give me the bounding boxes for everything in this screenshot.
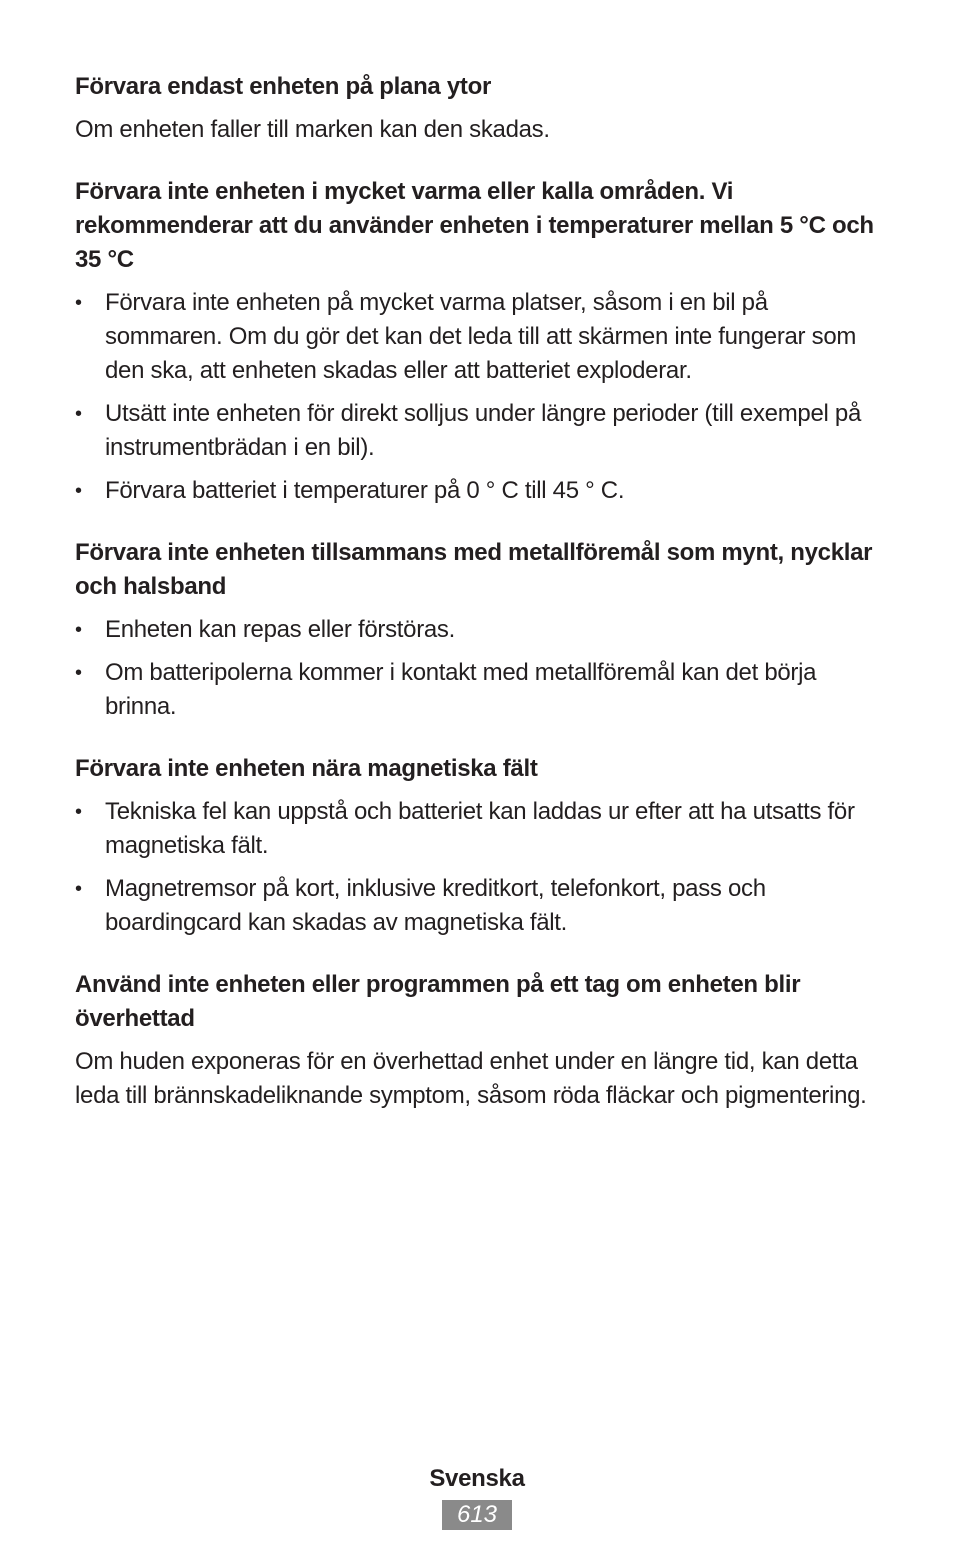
section-magnetic-fields xyxy=(75,752,875,940)
list-item-text: Förvara inte enheten på mycket varma platser, såsom i en bil på sommaren. Om du gör det kan det leda till att skärmen inte fungerar som den ska, att enheten skadas eller att batteriet exploderar. xyxy=(105,289,857,384)
bullet-icon: • xyxy=(75,662,82,684)
list-item xyxy=(75,286,875,388)
section-metal-objects xyxy=(75,536,875,724)
bullet-list xyxy=(75,286,875,508)
section-overheated xyxy=(75,968,875,1113)
section-heading: Förvara inte enheten nära magnetiska fält xyxy=(75,755,538,782)
footer-language: Svenska xyxy=(429,1465,525,1492)
bullet-icon: • xyxy=(75,292,82,314)
section-paragraph: Om enheten faller till marken kan den skadas. xyxy=(75,116,550,143)
list-item-text: Tekniska fel kan uppstå och batteriet kan laddas ur efter att ha utsatts för magnetiska fält. xyxy=(105,798,855,859)
section-flat-surfaces xyxy=(75,70,875,147)
bullet-icon: • xyxy=(75,403,82,425)
bullet-icon: • xyxy=(75,619,82,641)
list-item xyxy=(75,795,875,863)
section-temperature xyxy=(75,175,875,508)
section-paragraph: Om huden exponeras för en överhettad enhet under en längre tid, kan detta leda till brännskadeliknande symptom, såsom röda fläckar och pigmentering. xyxy=(75,1048,867,1109)
page-number: 613 xyxy=(442,1500,512,1530)
section-heading: Förvara endast enheten på plana ytor xyxy=(75,73,491,100)
list-item-text: Magnetremsor på kort, inklusive kreditkort, telefonkort, pass och boardingcard kan skadas av magnetiska fält. xyxy=(105,875,766,936)
section-heading: Använd inte enheten eller programmen på ett tag om enheten blir överhettad xyxy=(75,971,801,1032)
list-item-text: Förvara batteriet i temperaturer på 0 ° C till 45 ° C. xyxy=(105,477,625,504)
list-item xyxy=(75,397,875,465)
bullet-icon: • xyxy=(75,480,82,502)
list-item xyxy=(75,474,875,508)
list-item xyxy=(75,872,875,940)
list-item xyxy=(75,613,875,647)
bullet-list xyxy=(75,613,875,724)
document-body xyxy=(75,70,875,1113)
page-footer xyxy=(0,1462,954,1530)
list-item-text: Utsätt inte enheten för direkt solljus under längre perioder (till exempel på instrumentbrädan i en bil). xyxy=(105,400,861,461)
bullet-icon: • xyxy=(75,878,82,900)
bullet-icon: • xyxy=(75,801,82,823)
bullet-list xyxy=(75,795,875,940)
section-heading: Förvara inte enheten tillsammans med metallföremål som mynt, nycklar och halsband xyxy=(75,539,873,600)
list-item xyxy=(75,656,875,724)
section-heading: Förvara inte enheten i mycket varma eller kalla områden. Vi rekommenderar att du använder enheten i temperaturer mellan 5 °C och 35 °C xyxy=(75,178,874,273)
list-item-text: Om batteripolerna kommer i kontakt med metallföremål kan det börja brinna. xyxy=(105,659,817,720)
list-item-text: Enheten kan repas eller förstöras. xyxy=(105,616,455,643)
